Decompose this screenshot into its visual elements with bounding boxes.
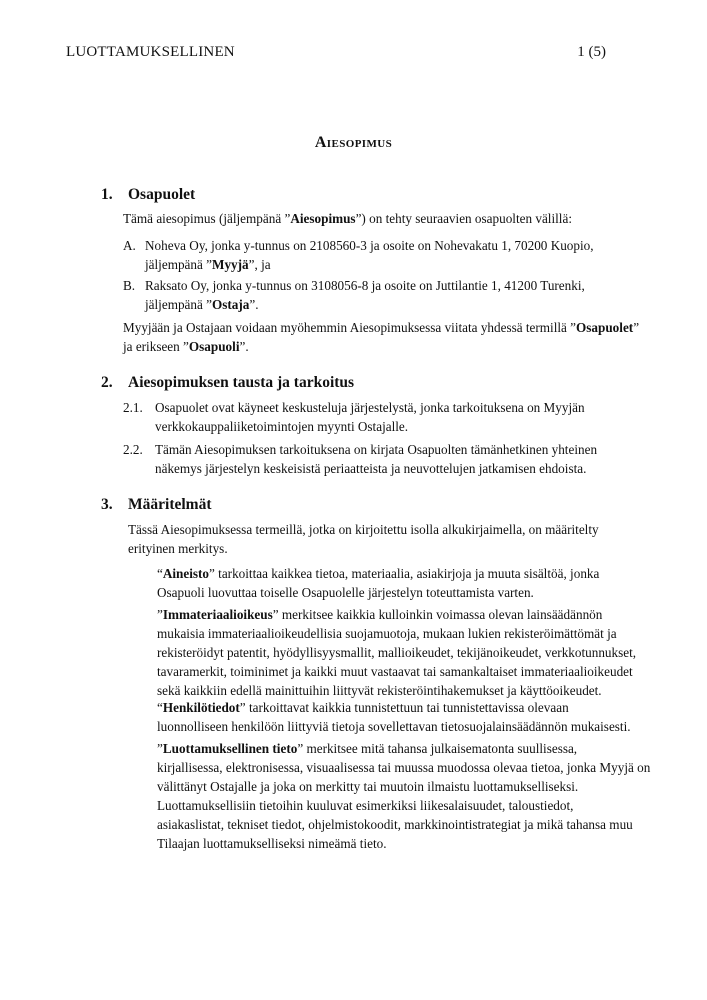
intro-line: Tässä Aiesopimuksessa termeillä, jotka on kirjoitettu isolla alkukirjaimella, on määritelty	[128, 522, 599, 537]
definition-line: sekä kaikkiin edellä mainittuihin liittyvät rekisteröintihakemukset ja käyttöoikeudet.	[157, 683, 602, 698]
text-span: ” merkitsee kaikkia kulloinkin voimassa olevan lainsäädännön	[272, 607, 603, 622]
page-number: 1 (5)	[577, 44, 606, 60]
item-2-2-text	[155, 440, 597, 478]
item-line: verkkokauppaliiketoimintojen myynti Ostajalle.	[155, 419, 409, 434]
item-line: näkemys järjestelyn keskeisistä periaatteista ja neuvottelujen jatkamisen ehdoista.	[155, 461, 587, 476]
item-line: Tämän Aiesopimuksen tarkoituksena on kirjata Osapuolten tämänhetkinen yhteinen	[155, 442, 598, 457]
definition-first-line	[157, 739, 650, 758]
definition-luottamuksellinen-tieto	[157, 739, 650, 853]
definition-line: tavaramerkit, toiminimet ja kaikki muut vastaavat tai samankaltaiset immateriaalioikeudet	[157, 664, 633, 679]
definition-line: asiakaslistat, tekniset tiedot, ohjelmistokoodit, markkinointistrategiat ja mikä tahansa muu	[157, 817, 633, 832]
defined-term: Osapuolet	[576, 320, 634, 335]
party-a-label: A.	[123, 238, 136, 253]
text-span: ”, ja	[248, 257, 271, 272]
party-b-line	[145, 295, 585, 314]
text-span: Tämä aiesopimus (jäljempänä ”	[123, 211, 291, 226]
defined-term: Immateriaalioikeus	[162, 607, 273, 622]
item-line: Osapuolet ovat käyneet keskusteluja järjestelystä, jonka tarkoituksena on Myyjän	[155, 400, 585, 415]
definition-first-line	[157, 698, 631, 717]
quote-mark: “	[157, 566, 163, 581]
text-span: ”	[633, 320, 640, 335]
defined-term: Henkilötiedot	[162, 700, 240, 715]
text-span: ” tarkoittavat kaikkia tunnistettuun tai tunnistettavissa olevaan	[239, 700, 569, 715]
section-1-heading	[101, 186, 195, 204]
text-span: jäljempänä ”	[145, 257, 212, 272]
closing-line	[123, 337, 639, 356]
text-span: ” tarkoittaa kaikkea tietoa, materiaalia, asiakirjoja ja muuta sisältöä, jonka	[209, 566, 600, 581]
defined-term: Osapuoli	[188, 339, 240, 354]
section-title: Aiesopimuksen tausta ja tarkoitus	[128, 374, 355, 391]
text-span: ”.	[239, 339, 249, 354]
intro-line: erityinen merkitys.	[128, 541, 228, 556]
text-span: ja erikseen ”	[123, 339, 189, 354]
definition-line: rekisteröidyt patentit, hyödyllisyysmallit, mallioikeudet, tekijänoikeudet, verkkotunnukset,	[157, 645, 637, 660]
definition-aineisto	[157, 564, 599, 602]
definition-immateriaalioikeus	[157, 605, 636, 700]
definition-line: kirjallisessa, elektronisessa, visuaalisessa tai muussa muodossa olevaa tietoa, jonka Myyjä on	[157, 760, 651, 775]
text-span: Myyjään ja Ostajaan voidaan myöhemmin Aiesopimuksessa viitata yhdessä termillä ”	[123, 320, 577, 335]
section-title: Määritelmät	[128, 496, 212, 513]
definition-first-line	[157, 564, 599, 583]
section-3-intro	[128, 520, 599, 558]
header-classification: LUOTTAMUKSELLINEN	[66, 44, 235, 60]
party-a-text	[145, 236, 594, 274]
section-3-heading	[101, 496, 212, 514]
defined-term: Ostaja	[212, 297, 250, 312]
definition-henkilotiedot	[157, 698, 631, 736]
definition-line: Tilaajan luottamukselliseksi nimeämä tieto.	[157, 836, 387, 851]
party-a-line	[145, 255, 594, 274]
defined-term: Aineisto	[162, 566, 210, 581]
text-span: ” merkitsee mitä tahansa julkaisematonta suullisessa,	[297, 741, 578, 756]
text-span: ”.	[249, 297, 259, 312]
section-2-heading	[101, 374, 354, 392]
defined-term: Myyjä	[212, 257, 249, 272]
text-span: jäljempänä ”	[145, 297, 212, 312]
section-number: 3.	[101, 496, 113, 513]
section-1-intro	[123, 209, 572, 228]
definition-line: luonnolliseen henkilöön liittyviä tietoja sovellettavan tietosuojalainsäädännön mukaisesti.	[157, 719, 631, 734]
definition-line: Luottamuksellisiin tietoihin kuuluvat esimerkiksi liikesalaisuudet, taloustiedot,	[157, 798, 574, 813]
party-b-line: Raksato Oy, jonka y-tunnus on 3108056-8 ja osoite on Juttilantie 1, 41200 Turenki,	[145, 278, 585, 293]
section-title: Osapuolet	[128, 186, 196, 203]
section-number: 1.	[101, 186, 113, 203]
party-a-line: Noheva Oy, jonka y-tunnus on 2108560-3 ja osoite on Nohevakatu 1, 70200 Kuopio,	[145, 238, 594, 253]
text-span: ”) on tehty seuraavien osapuolten välillä:	[355, 211, 572, 226]
definition-line: mukaisia immateriaalioikeudellisia suojamuotoja, mukaan lukien rekisteröimättömät ja	[157, 626, 617, 641]
item-2-1-text	[155, 398, 585, 436]
quote-mark: ”	[157, 607, 163, 622]
document-title: Aiesopimus	[314, 134, 393, 151]
quote-mark: “	[157, 700, 163, 715]
party-b-label: B.	[123, 278, 136, 293]
defined-term: Luottamuksellinen tieto	[162, 741, 298, 756]
item-2-1-label: 2.1.	[123, 400, 143, 415]
section-1-closing	[123, 318, 639, 356]
defined-term: Aiesopimus	[290, 211, 356, 226]
definition-line: Osapuoli luovuttaa toiselle Osapuolelle järjestelyn toteuttamista varten.	[157, 585, 534, 600]
closing-line	[123, 318, 639, 337]
section-number: 2.	[101, 374, 113, 391]
party-b-text	[145, 276, 585, 314]
item-2-2-label: 2.2.	[123, 442, 143, 457]
quote-mark: ”	[157, 741, 163, 756]
definition-first-line	[157, 605, 636, 624]
definition-line: välittänyt Ostajalle ja joka on merkitty tai muutoin ilmaistu luottamukselliseksi.	[157, 779, 579, 794]
